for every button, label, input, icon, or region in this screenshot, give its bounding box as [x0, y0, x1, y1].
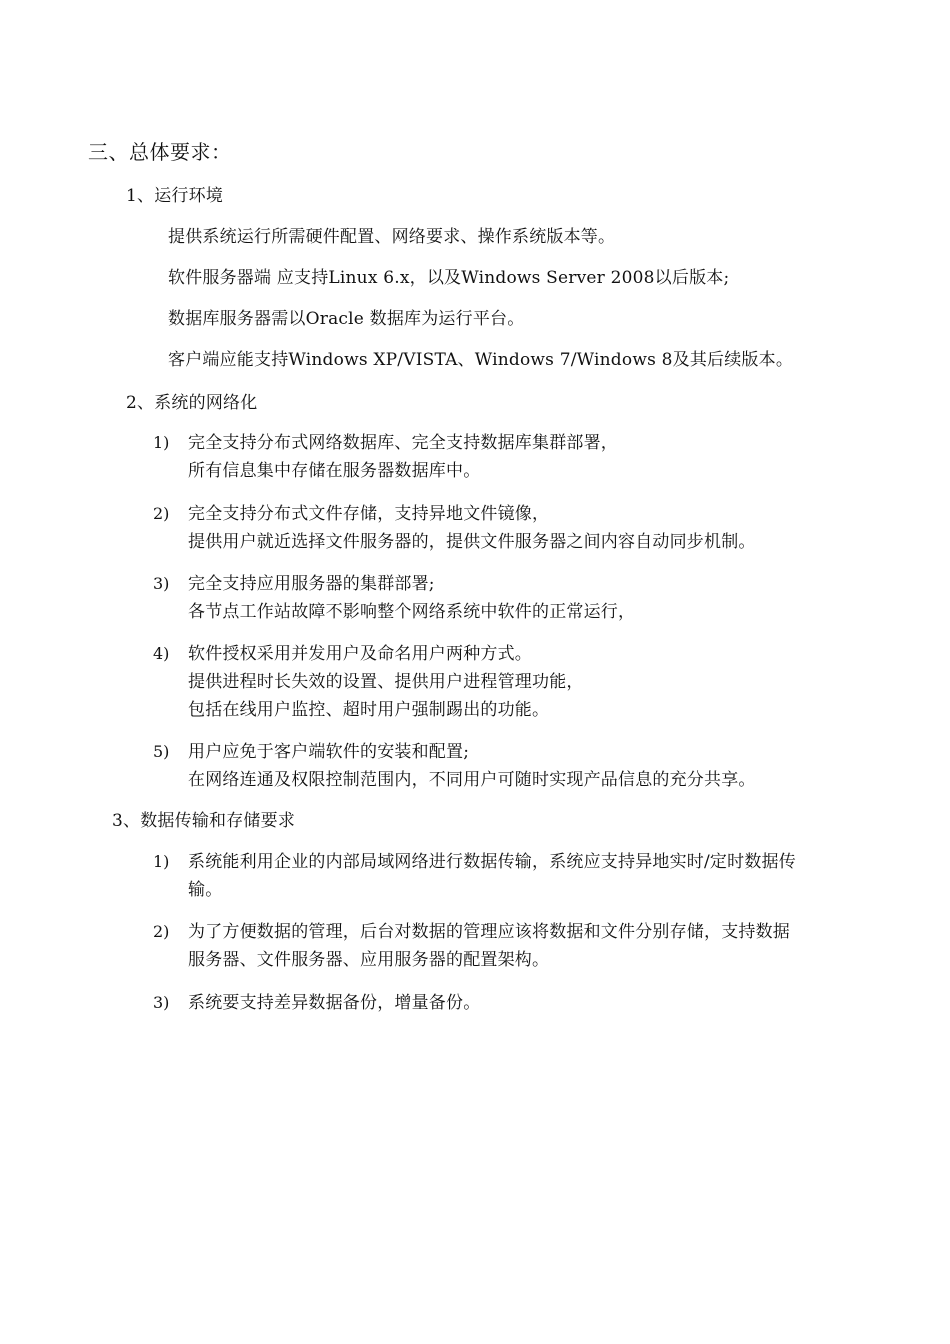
- list-item-number: 2): [153, 504, 170, 523]
- list-item-line: 完全支持应用服务器的集群部署;: [188, 574, 435, 594]
- paragraph: 客户端应能支持Windows XP/VISTA、Windows 7/Windows 8及其后续版本。: [168, 350, 794, 370]
- list-item-line: 输。: [188, 880, 223, 900]
- list-item-line: 软件授权采用并发用户及命名用户两种方式。: [188, 644, 532, 664]
- list-item-line: 系统要支持差异数据备份，增量备份。: [188, 993, 481, 1013]
- list-item-number: 3): [153, 993, 170, 1012]
- list-item-number: 1): [153, 433, 170, 452]
- list-item-line: 为了方便数据的管理，后台对数据的管理应该将数据和文件分别存储，支持数据: [188, 922, 790, 942]
- list-item-number: 4): [153, 644, 170, 663]
- list-item-line: 完全支持分布式网络数据库、完全支持数据库集群部署，: [188, 433, 618, 453]
- paragraph: 提供系统运行所需硬件配置、网络要求、操作系统版本等。: [168, 227, 616, 247]
- subsection-heading-1: 1、运行环境: [126, 186, 224, 206]
- list-item-line: 系统能利用企业的内部局域网络进行数据传输，系统应支持异地实时/定时数据传: [188, 852, 796, 872]
- paragraph: 数据库服务器需以Oracle 数据库为运行平台。: [168, 309, 525, 329]
- list-item-line: 提供进程时长失效的设置、提供用户进程管理功能，: [188, 672, 584, 692]
- list-item-number: 5): [153, 742, 170, 761]
- subsection-heading-2: 2、系统的网络化: [126, 393, 258, 413]
- list-item-line: 提供用户就近选择文件服务器的，提供文件服务器之间内容自动同步机制。: [188, 532, 756, 552]
- list-item-line: 所有信息集中存储在服务器数据库中。: [188, 461, 481, 481]
- list-item-line: 各节点工作站故障不影响整个网络系统中软件的正常运行，: [188, 602, 636, 622]
- list-item-line: 完全支持分布式文件存储，支持异地文件镜像，: [188, 504, 550, 524]
- list-item-number: 2): [153, 922, 170, 941]
- list-item-line: 服务器、文件服务器、应用服务器的配置架构。: [188, 950, 550, 970]
- subsection-heading-3: 3、数据传输和存储要求: [112, 811, 296, 831]
- list-item-number: 1): [153, 852, 170, 871]
- list-item-number: 3): [153, 574, 170, 593]
- list-item-line: 用户应免于客户端软件的安装和配置;: [188, 742, 470, 762]
- paragraph: 软件服务器端 应支持Linux 6.x，以及Windows Server 2008以后版本;: [168, 268, 730, 288]
- section-title: 三、总体要求：: [88, 140, 232, 164]
- list-item-line: 包括在线用户监控、超时用户强制踢出的功能。: [188, 700, 550, 720]
- list-item-line: 在网络连通及权限控制范围内，不同用户可随时实现产品信息的充分共享。: [188, 770, 756, 790]
